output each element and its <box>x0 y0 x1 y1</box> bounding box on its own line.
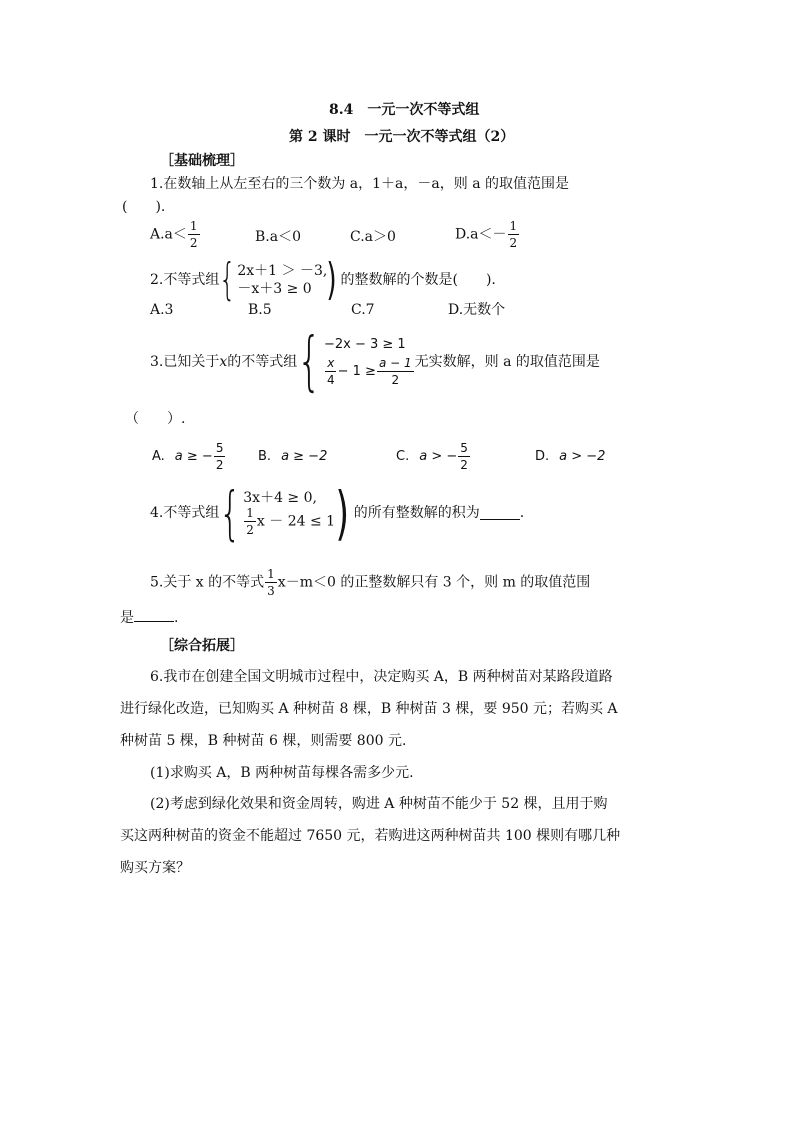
q2-row2: －x＋3 ≥ 0 <box>237 281 312 297</box>
q1-option-c: C.a＞0 <box>350 229 396 245</box>
q4-row2-frac <box>244 507 256 536</box>
q5-post: x－m＜0 的正整数解只有 3 个，则 m 的取值范围 <box>277 574 591 591</box>
frac-num: 1 <box>267 567 275 581</box>
frac-den: 2 <box>460 458 468 472</box>
frac-den: 3 <box>267 584 275 598</box>
q2-post: 的整数解的个数是( ). <box>340 272 496 288</box>
q3-option-d <box>535 450 605 463</box>
frac-den: 2 <box>391 373 400 387</box>
right-paren-icon: ) <box>335 479 350 547</box>
left-brace-icon: { <box>219 254 237 305</box>
q5-line2-text: 是 <box>120 610 134 626</box>
section-title: 8.4 一元一次不等式组 <box>329 102 480 118</box>
q3-stem <box>150 325 600 399</box>
q2-option-b: B.5 <box>248 302 272 318</box>
q4-system <box>219 479 353 547</box>
q6-line3: 种树苗 5 棵，B 种树苗 6 棵，则需要 800 元. <box>120 733 407 749</box>
frac-num: a − 1 <box>378 356 412 370</box>
q1-option-a-frac <box>188 220 200 249</box>
q3-option-b-expr: a ≥ −2 <box>281 449 328 464</box>
q4-pre: 4.不等式组 <box>150 505 220 521</box>
q2-row1: 2x＋1 ＞ －3, <box>237 263 328 279</box>
q3-option-d-expr: a > −2 <box>559 449 606 464</box>
q6-line2: 进行绿化改造，已知购买 A 种树苗 8 棵，B 种树苗 3 棵，要 950 元；若购买 A <box>120 701 618 717</box>
q3-pre: 3.已知关于 <box>150 354 220 370</box>
q3-system <box>297 325 414 399</box>
frac-den: 2 <box>189 236 198 250</box>
q1-paren: ( ). <box>122 199 166 215</box>
q6-sub2-line1: (2)考虑到绿化效果和资金周转，购进 A 种树苗不能少于 52 棵，且用于购 <box>150 796 608 812</box>
frac-den: 2 <box>509 236 518 250</box>
frac-num: 1 <box>189 219 198 233</box>
q3-option-d-label: D. <box>535 449 550 464</box>
left-brace-icon: { <box>219 479 242 547</box>
frac-den: 2 <box>215 458 224 472</box>
q5-stem <box>150 568 590 597</box>
q2-option-a: A.3 <box>150 302 174 318</box>
q3-option-c-expr: a > − <box>419 449 458 464</box>
q5-line2 <box>120 609 178 625</box>
q3-row1: −2x − 3 ≥ 1 <box>323 337 406 352</box>
q2-option-d: D.无数个 <box>448 302 506 318</box>
q1-stem: 1.在数轴上从左至右的三个数为 a，1＋a，－a，则 a 的取值范围是 <box>150 176 570 192</box>
q3-mid: 的不等式组 <box>227 354 298 370</box>
q3-row2 <box>324 357 415 386</box>
q6-sub1: (1)求购买 A，B 两种树苗每棵各需多少元. <box>150 765 414 781</box>
frac-num: 5 <box>460 441 468 455</box>
q2-option-c: C.7 <box>351 302 375 318</box>
q3-option-c-label: C. <box>396 449 410 464</box>
left-brace-icon: { <box>297 325 322 399</box>
q6-sub2-line3: 购买方案？ <box>120 860 190 876</box>
q1-option-a <box>150 220 201 249</box>
q3-row2-mid: − 1 ≥ <box>337 364 376 379</box>
q3-option-a-expr: a ≥ − <box>174 449 213 464</box>
q1-option-d-frac <box>508 220 520 249</box>
answer-blank[interactable] <box>134 609 174 622</box>
q4-end: . <box>519 505 525 521</box>
q4-post: 的所有整数解的积为 <box>353 505 480 521</box>
q1-option-d-text: D.a＜－ <box>455 226 507 243</box>
q3-row2-frac2 <box>377 357 414 386</box>
section-extend: ［综合拓展］ <box>160 638 244 654</box>
q3-option-b <box>258 450 327 463</box>
q1-option-b: B.a＜0 <box>255 229 301 245</box>
frac-den: 2 <box>246 522 254 537</box>
frac-num: x <box>327 356 335 370</box>
q4-row2 <box>243 507 335 536</box>
q3-option-b-label: B. <box>258 449 272 464</box>
q1-option-a-text: A.a＜ <box>150 226 187 243</box>
q1-option-d <box>455 220 520 249</box>
section-basic: ［基础梳理］ <box>160 153 244 169</box>
q3-option-c-frac <box>458 442 470 471</box>
lesson-subtitle: 第 2 课时 一元一次不等式组（2） <box>289 129 515 145</box>
q5-end: . <box>174 610 179 626</box>
q5-frac <box>265 568 277 597</box>
q5-pre: 5.关于 x 的不等式 <box>150 574 265 591</box>
q6-sub2-line2: 买这两种树苗的资金不能超过 7650 元，若购进这两种树苗共 100 棵则有哪几种 <box>120 828 621 844</box>
q3-var: x <box>219 354 228 370</box>
q2-stem <box>150 254 496 305</box>
q3-option-a <box>152 442 226 471</box>
q4-row2-text: x － 24 ≤ 1 <box>256 513 336 529</box>
q2-system <box>219 254 340 305</box>
q4-stem <box>150 479 525 547</box>
q3-paren: （ ）. <box>125 411 186 427</box>
frac-num: 1 <box>246 505 254 520</box>
frac-den: 4 <box>326 373 335 387</box>
right-paren-icon: ) <box>326 254 338 305</box>
q2-pre: 2.不等式组 <box>150 272 220 288</box>
frac-num: 1 <box>509 219 518 233</box>
q3-option-a-frac <box>214 442 226 471</box>
q3-row2-frac1 <box>325 357 337 386</box>
q3-post: 无实数解，则 a 的取值范围是 <box>414 354 600 370</box>
q3-option-a-label: A. <box>152 449 165 464</box>
frac-num: 5 <box>215 441 224 455</box>
q6-line1: 6.我市在创建全国文明城市过程中，决定购买 A，B 两种树苗对某路段道路 <box>150 669 613 685</box>
answer-blank[interactable] <box>480 507 520 520</box>
q3-option-c <box>396 442 471 471</box>
q4-row1: 3x＋4 ≥ 0, <box>243 489 317 506</box>
